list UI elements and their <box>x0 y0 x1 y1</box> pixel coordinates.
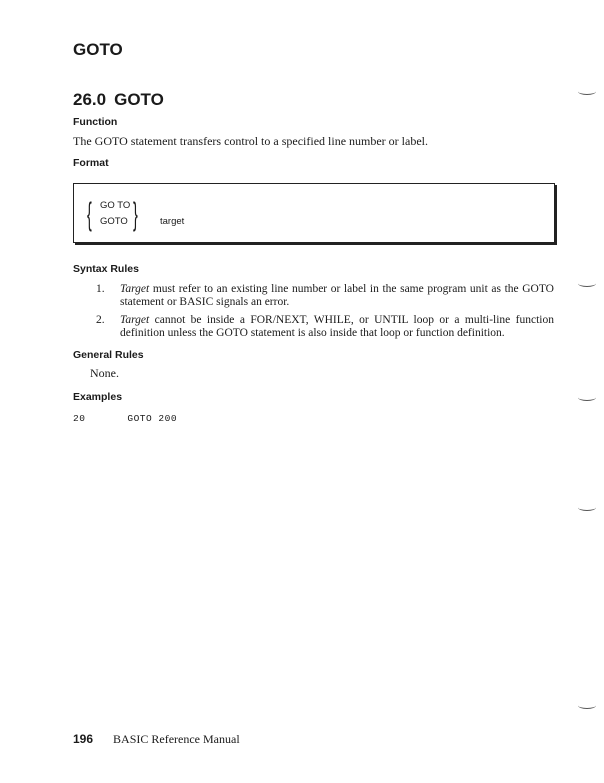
section-name: GOTO <box>114 90 164 109</box>
syntax-rule-1 <box>96 283 554 308</box>
rule-body: must refer to an existing line number or label in the same program unit as the GOTO statement or BASIC signals an error. <box>120 283 554 308</box>
syntax-rule-2 <box>96 314 554 339</box>
format-argument: target <box>160 216 185 227</box>
general-rules-heading: General Rules <box>73 349 144 361</box>
rule-term: Target <box>120 283 150 295</box>
rule-text <box>120 283 554 308</box>
general-rules-text: None. <box>90 366 119 380</box>
margin-mark <box>578 504 596 511</box>
margin-mark <box>578 394 596 401</box>
format-option-go-to: GO TO <box>100 200 131 211</box>
format-heading: Format <box>73 157 109 169</box>
left-brace: { <box>86 196 92 232</box>
margin-mark <box>578 88 596 95</box>
manual-title: BASIC Reference Manual <box>113 732 240 746</box>
syntax-rules-heading: Syntax Rules <box>73 263 139 275</box>
page-footer <box>73 732 240 747</box>
rule-text <box>120 314 554 339</box>
margin-mark <box>578 702 596 709</box>
example-line-number: 20 <box>73 413 86 424</box>
rule-body: cannot be inside a FOR/NEXT, WHILE, or UNTIL loop or a multi-line function definition unless the GOTO statement is also inside that loop or function definition. <box>120 314 554 339</box>
right-brace: } <box>132 196 138 232</box>
function-text: The GOTO statement transfers control to a specified line number or label. <box>73 134 428 148</box>
rule-number: 2. <box>96 314 105 326</box>
rule-number: 1. <box>96 283 105 295</box>
format-option-goto: GOTO <box>100 216 128 227</box>
rule-term: Target <box>120 314 150 326</box>
example-code <box>73 413 177 424</box>
section-number: 26.0 <box>73 90 107 109</box>
format-box <box>73 183 555 243</box>
examples-heading: Examples <box>73 391 123 403</box>
page-number: 196 <box>73 732 94 746</box>
function-heading: Function <box>73 116 118 128</box>
margin-mark <box>578 280 596 287</box>
running-head: GOTO <box>73 40 123 59</box>
example-statement: GOTO 200 <box>127 413 178 424</box>
section-title <box>73 90 164 110</box>
